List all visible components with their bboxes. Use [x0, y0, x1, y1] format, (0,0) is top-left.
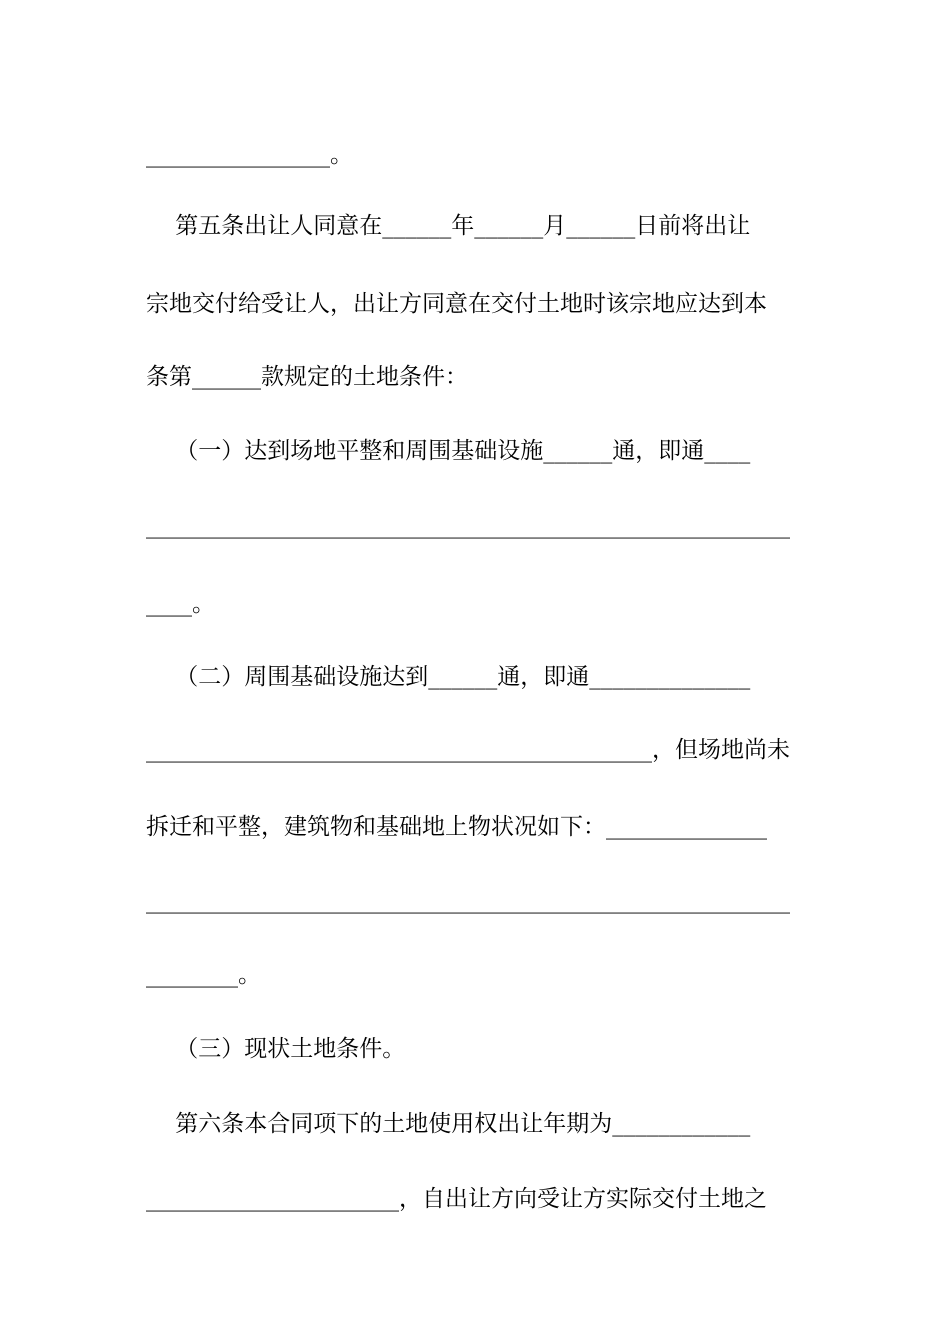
text-line-1: ________________。	[146, 142, 353, 168]
text-line-5: （一）达到场地平整和周围基础设施______通，即通____	[146, 438, 751, 464]
text-line-11: ________________________________________________________	[146, 888, 790, 914]
text-line-2: 第五条出让人同意在______年______月______日前将出让	[146, 213, 751, 239]
text-line-8: （二）周围基础设施达到______通，即通______________	[146, 664, 751, 690]
text-line-12: ________。	[146, 962, 261, 988]
text-line-10: 拆迁和平整，建筑物和基础地上物状况如下：______________	[146, 814, 767, 840]
text-line-14: 第六条本合同项下的土地使用权出让年期为____________	[146, 1111, 751, 1137]
text-line-7: ____。	[146, 591, 215, 617]
text-line-6: ________________________________________________________	[146, 513, 790, 539]
text-line-13: （三）现状土地条件。	[146, 1036, 406, 1062]
text-line-4: 条第______款规定的土地条件：	[146, 364, 468, 390]
text-line-3: 宗地交付给受让人，出让方同意在交付土地时该宗地应达到本	[146, 291, 767, 317]
text-line-9: ____________________________________________，但场地尚未	[146, 737, 790, 763]
text-line-15: ______________________，自出让方向受让方实际交付土地之	[146, 1186, 767, 1212]
